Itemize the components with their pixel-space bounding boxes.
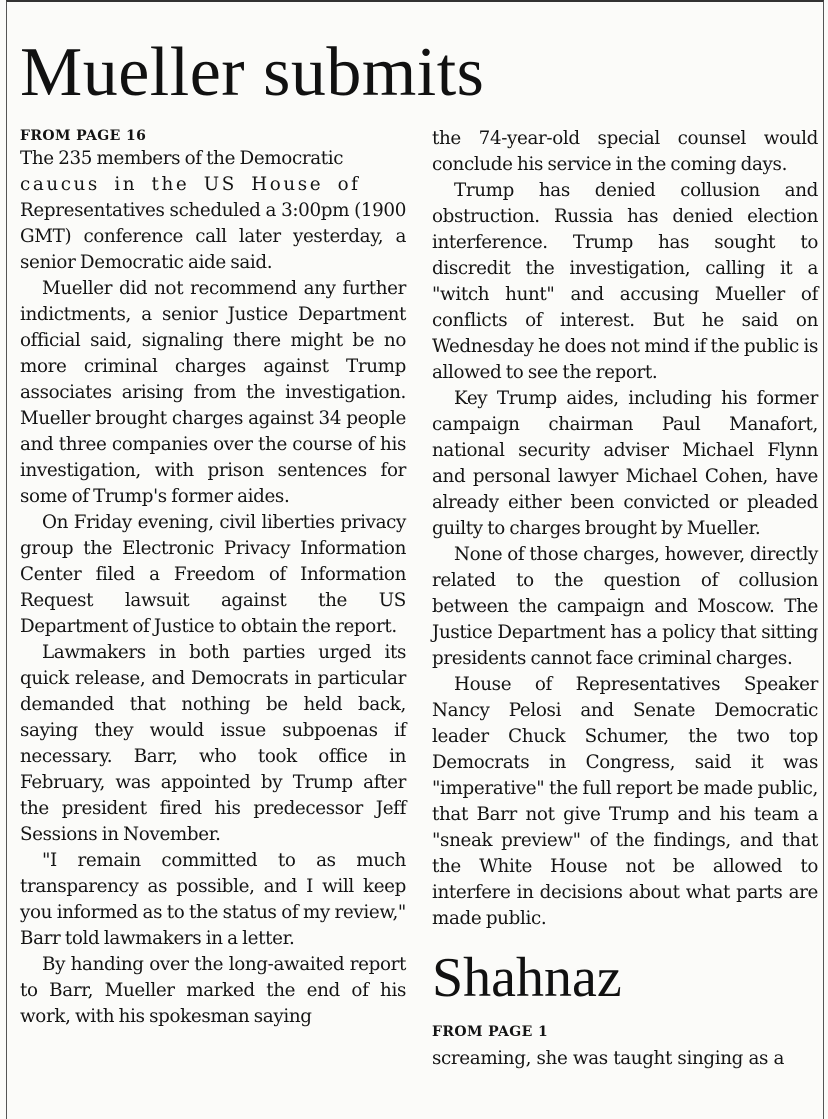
paragraph-2: Mueller did not recommend any further indictments, a senior Justice Department official said, signaling there might be no more criminal charges against Trump associates arising from the investigation. Mueller brought charges against 34 people and three companies over the course of his investigation, with prison sentences for some of Trump's former aides.	[20, 278, 406, 507]
next-article-headline: Shahnaz	[432, 947, 622, 1009]
paragraph-11: House of Representatives Speaker Nancy Pelosi and Senate Democratic leader Chuck Schumer, the two top Democrats in Congress, said it was "imperative" the full report be made public, that Barr not give Trump and his team a "sneak preview" of the findings, and that the White House not be allowed to interfere in decisions about what parts are made public.	[432, 674, 818, 929]
paragraph-6: By handing over the long-awaited report to Barr, Mueller marked the end of his work, with his spokesman saying	[20, 954, 406, 1027]
paragraph-1-rest: Representatives scheduled a 3:00pm (1900 GMT) conference call later yesterday, a senior Democratic aide said.	[20, 200, 406, 273]
paragraph-8: Trump has denied collusion and obstruction. Russia has denied election interference. Trump has sought to discredit the investigation, calling it a "witch hunt" and accusing Mueller of conflicts of interest. But he said on Wednesday he does not mind if the public is allowed to see the report.	[432, 180, 818, 383]
paragraph-4: Lawmakers in both parties urged its quick release, and Democrats in particular demanded that nothing be held back, saying they would issue subpoenas if necessary. Barr, who took office in February, was appointed by Trump after the president fired his predecessor Jeff Sessions in November.	[20, 642, 406, 845]
right-column	[432, 126, 818, 1069]
paragraph-9: Key Trump aides, including his former campaign chairman Paul Manafort, national security adviser Michael Flynn and personal lawyer Michael Cohen, have already either been convicted or pleaded guilty to charges brought by Mueller.	[432, 388, 818, 539]
next-article-kicker: FROM PAGE 1	[432, 1024, 549, 1040]
left-column	[20, 126, 406, 1030]
paragraph-7: the 74-year-old special counsel would conclude his service in the coming days.	[432, 128, 818, 175]
paragraph-10: None of those charges, however, directly related to the question of collusion between the campaign and Moscow. The Justice Department has a policy that sitting presidents cannot face criminal charges.	[432, 544, 818, 669]
jump-kicker: FROM PAGE 16	[20, 128, 147, 144]
paragraph-3: On Friday evening, civil liberties privacy group the Electronic Privacy Information Center filed a Freedom of Information Request lawsuit against the US Department of Justice to obtain the report.	[20, 512, 406, 637]
headline: Mueller submits	[20, 34, 485, 111]
next-article-clipped-text: screaming, she was taught singing as a	[432, 1048, 785, 1069]
paragraph-1-line-1: The 235 members of the Democratic	[20, 148, 344, 169]
next-article-clipped-line	[432, 1042, 818, 1069]
paragraph-5: "I remain committed to as much transparency as possible, and I will keep you informed as to the status of my review," Barr told lawmakers in a letter.	[20, 850, 406, 949]
paragraph-1-line-2: caucus in the US House of	[20, 174, 361, 195]
